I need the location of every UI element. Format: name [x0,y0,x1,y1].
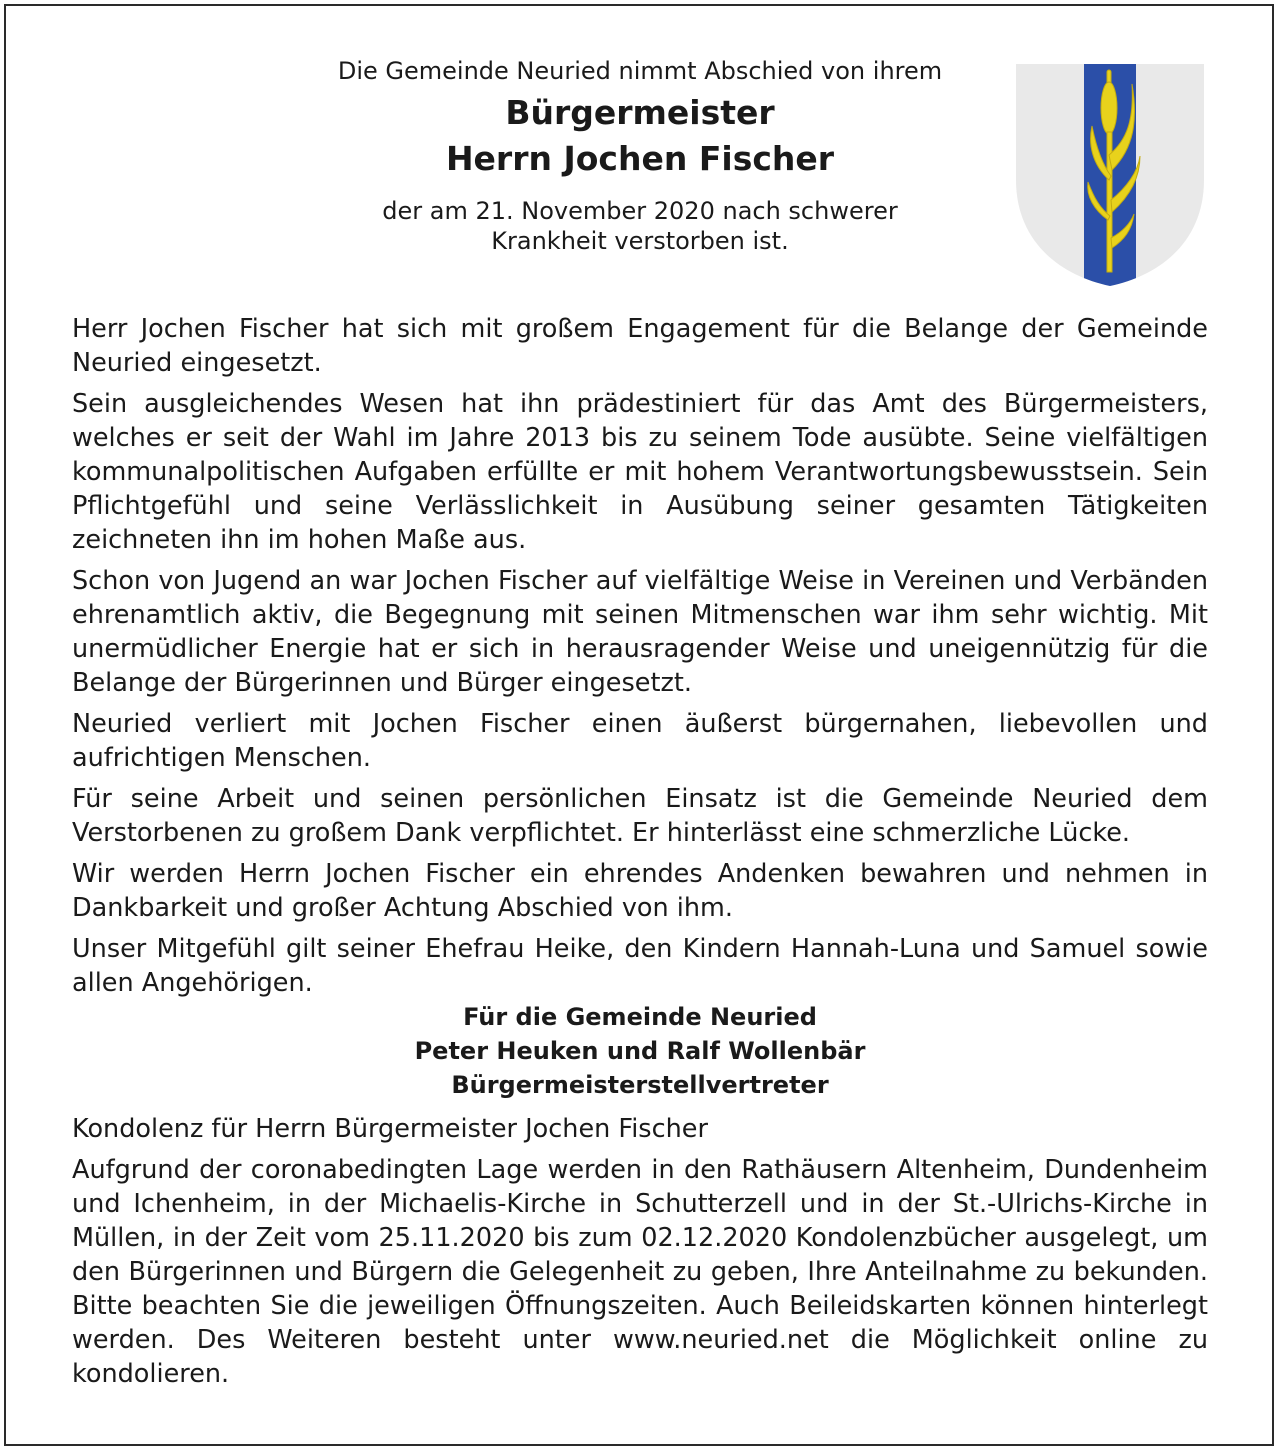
paragraph-office: Sein ausgleichendes Wesen hat ihn prädestiniert für das Amt des Bürgermeisters, welches er seit der Wahl im Jahre 2013 bis zu seinem Tode ausübte. Seine vielfältigen kommunalpolitischen Aufgaben erfüllte er mit hohem Verantwortungsbewusstsein. Sein Pflichtgefühl und seine Verlässlichkeit in Ausübung seiner gesamten Tätigkeiten zeichneten ihn im hohen Maße aus. [72,389,1208,555]
notice-body [72,312,1208,1398]
signature-municipality: Für die Gemeinde Neuried [463,1003,817,1031]
paragraph-sympathy: Unser Mitgefühl gilt seiner Ehefrau Heike, den Kindern Hannah-Luna und Samuel sowie allen Angehörigen. [72,934,1208,998]
signature-block [72,1000,1208,1102]
signature-role: Bürgermeisterstellvertreter [451,1071,829,1099]
paragraph-engagement: Herr Jochen Fischer hat sich mit großem Engagement für die Belange der Gemeinde Neuried eingesetzt. [72,314,1208,378]
paragraph-volunteering: Schon von Jugend an war Jochen Fischer auf vielfältige Weise in Vereinen und Verbänden ehrenamtlich aktiv, die Begegnung mit seinen Mitmenschen war ihm sehr wichtig. Mit unermüdlicher Energie hat er sich in herausragender Weise und uneigennützig für die Belange der Bürgerinnen und Bürger eingesetzt. [72,566,1208,698]
coat-of-arms-reed-icon [1012,60,1208,290]
paragraph-loss: Neuried verliert mit Jochen Fischer einen äußerst bürgernahen, liebevollen und aufrichtigen Menschen. [72,709,1208,773]
paragraph-farewell: Wir werden Herrn Jochen Fischer ein ehrendes Andenken bewahren und nehmen in Dankbarkeit und großer Achtung Abschied von ihm. [72,859,1208,923]
condolence-text: Aufgrund der coronabedingten Lage werden in den Rathäusern Altenheim, Dundenheim und Ichenheim, in der Michaelis-Kirche in Schutterzell und in der St.-Ulrichs-Kirche in Müllen, in der Zeit vom 25.11.2020 bis zum 02.12.2020 Kondolenzbücher ausgelegt, um den Bürgerinnen und Bürgern die Gelegenheit zu geben, Ihre Anteilnahme zu bekunden. Bitte beachten Sie die jeweiligen Öffnungszeiten. Auch Beileidskarten können hinterlegt werden. Des Weiteren besteht unter www.neuried.net die Möglichkeit online zu kondolieren. [72,1155,1208,1389]
notice-header [300,52,980,256]
death-date-line-2: Krankheit verstorben ist. [491,227,789,255]
paragraph-gratitude: Für seine Arbeit und seinen persönlichen Einsatz ist die Gemeinde Neuried dem Verstorbenen zu großem Dank verpflichtet. Er hinterlässt eine schmerzliche Lücke. [72,784,1208,848]
signature-names: Peter Heuken und Ralf Wollenbär [414,1037,866,1065]
title-office: Bürgermeister [505,93,775,132]
condolence-heading: Kondolenz für Herrn Bürgermeister Jochen Fischer [72,1114,708,1144]
intro-line: Die Gemeinde Neuried nimmt Abschied von ihrem [337,57,943,85]
death-date-line-1: der am 21. November 2020 nach schwerer [382,197,898,225]
title-name: Herrn Jochen Fischer [445,139,835,178]
death-notice-line [300,196,980,256]
